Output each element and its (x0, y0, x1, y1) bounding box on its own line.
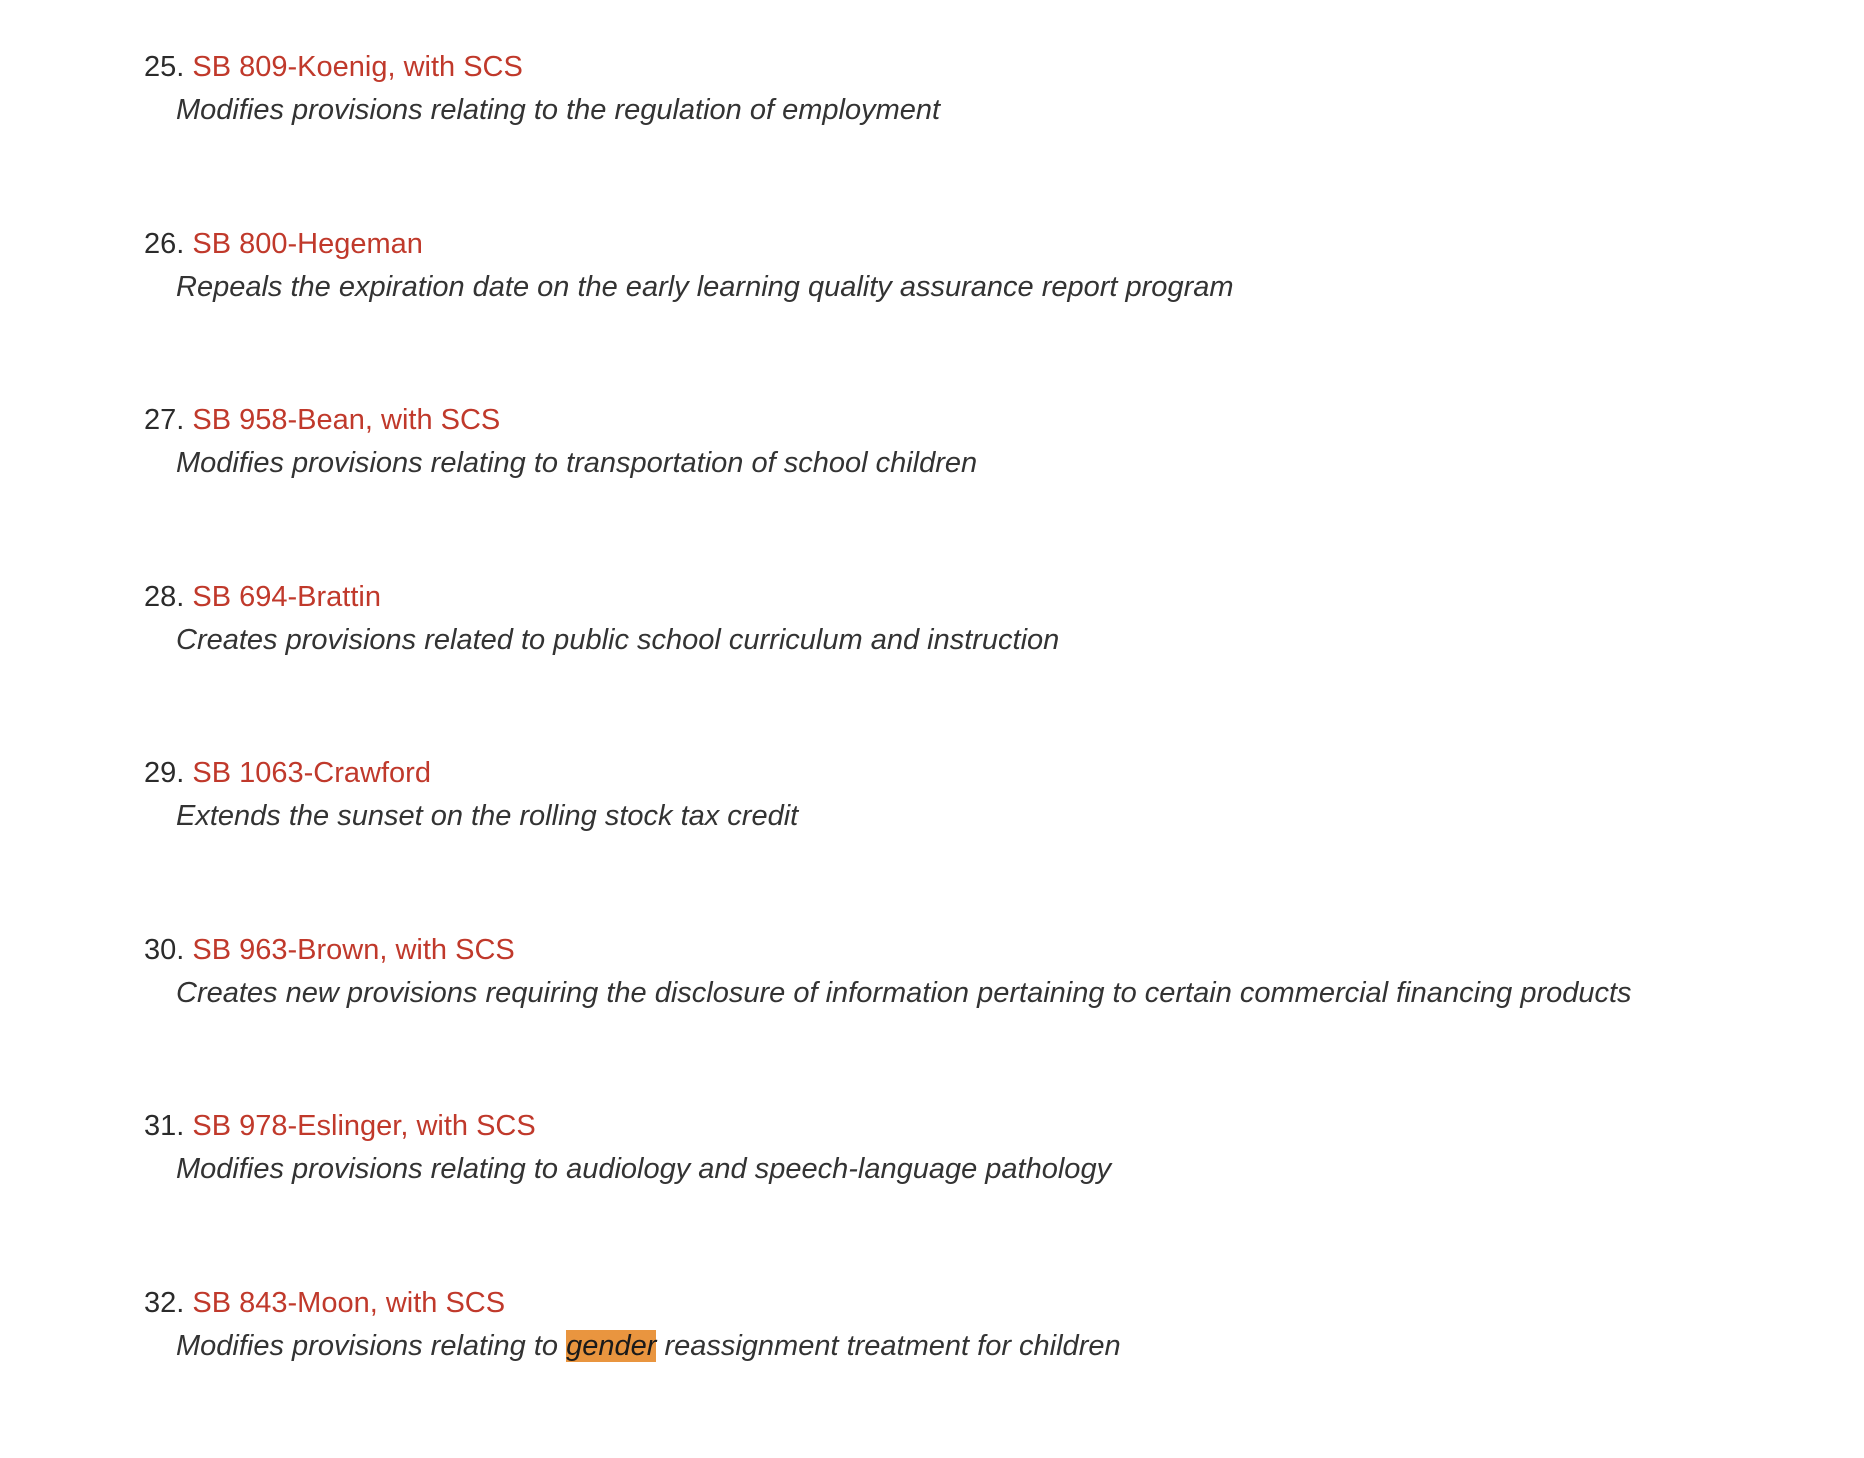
bill-number: 26. (144, 228, 184, 260)
search-highlight: gender (566, 1330, 656, 1362)
bill-number: 32. (144, 1287, 184, 1319)
bill-link-sb-694[interactable]: SB 694-Brattin (192, 581, 381, 613)
bill-item-32 (144, 1282, 1824, 1458)
bill-link-sb-978[interactable]: SB 978-Eslinger, with SCS (192, 1110, 535, 1142)
bill-link-sb-963[interactable]: SB 963-Brown, with SCS (192, 934, 514, 966)
bill-item-25 (144, 46, 1824, 223)
bill-number: 27. (144, 404, 184, 436)
bill-number: 30. (144, 934, 184, 966)
bill-heading (144, 399, 1824, 441)
bill-heading (144, 1105, 1824, 1147)
bill-description: Extends the sunset on the rolling stock tax credit (144, 794, 1824, 838)
bill-item-26 (144, 223, 1824, 400)
bill-number: 28. (144, 581, 184, 613)
bill-heading (144, 1282, 1824, 1324)
bill-link-sb-809[interactable]: SB 809-Koenig, with SCS (192, 51, 522, 83)
bill-heading (144, 752, 1824, 794)
bill-description-after: reassignment treatment for children (656, 1330, 1120, 1362)
bill-description: Modifies provisions relating to the regulation of employment (144, 88, 1824, 132)
bill-heading (144, 223, 1824, 265)
bill-description: Creates new provisions requiring the disclosure of information pertaining to certain commercial financing products (144, 971, 1824, 1015)
bill-description: Modifies provisions relating to transportation of school children (144, 441, 1824, 485)
bill-number: 25. (144, 51, 184, 83)
bill-link-sb-958[interactable]: SB 958-Bean, with SCS (192, 404, 500, 436)
bill-item-29 (144, 752, 1824, 929)
bill-item-28 (144, 576, 1824, 753)
bill-item-31 (144, 1105, 1824, 1282)
bill-number: 29. (144, 757, 184, 789)
bill-description: Modifies provisions relating to audiology and speech-language pathology (144, 1147, 1824, 1191)
bill-link-sb-800[interactable]: SB 800-Hegeman (192, 228, 423, 260)
bill-item-27 (144, 399, 1824, 576)
bill-description: Creates provisions related to public school curriculum and instruction (144, 618, 1824, 662)
bill-item-30 (144, 929, 1824, 1106)
bill-description-before: Modifies provisions relating to (176, 1330, 566, 1362)
bill-heading (144, 929, 1824, 971)
bill-link-sb-1063[interactable]: SB 1063-Crawford (192, 757, 431, 789)
bill-link-sb-843[interactable]: SB 843-Moon, with SCS (192, 1287, 505, 1319)
bill-number: 31. (144, 1110, 184, 1142)
bill-description: Repeals the expiration date on the early learning quality assurance report program (144, 265, 1824, 309)
bill-heading (144, 576, 1824, 618)
bill-heading (144, 46, 1824, 88)
bill-list (144, 46, 1824, 1458)
bill-description (144, 1324, 1824, 1368)
